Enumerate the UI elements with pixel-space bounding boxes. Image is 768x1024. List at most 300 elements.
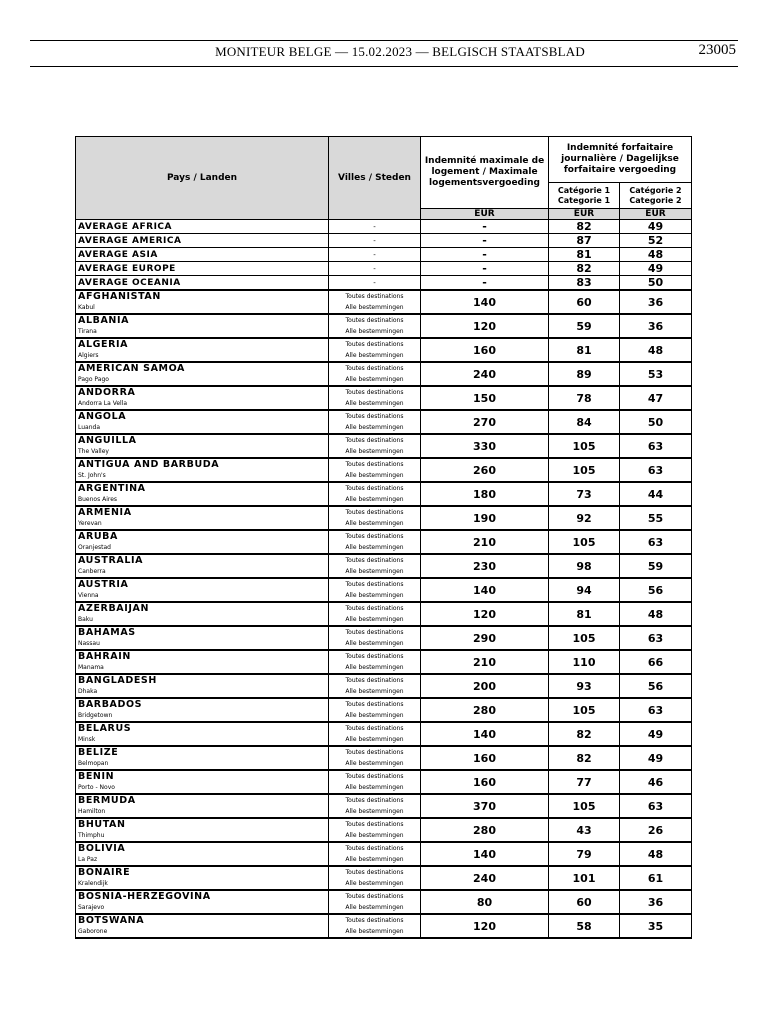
- destination-nl: Alle bestemmingen: [345, 784, 404, 791]
- category-1-value: 78: [549, 386, 620, 410]
- capital-name: Dhaka: [78, 688, 98, 695]
- destination-fr: Toutes destinations: [345, 605, 404, 612]
- country-cell: [76, 794, 329, 818]
- capital-name: Bridgetown: [78, 712, 113, 719]
- destination-cell: [329, 842, 421, 866]
- destination-nl: Alle bestemmingen: [345, 808, 404, 815]
- header-daily-allowance: Indemnité forfaitaire journalière / Dagelijkse forfaitaire vergoeding: [549, 137, 692, 183]
- average-city-placeholder: -: [329, 276, 421, 291]
- destination-fr: Toutes destinations: [345, 677, 404, 684]
- average-region-name: AVERAGE OCEANIA: [76, 276, 329, 291]
- destination-cell: [329, 770, 421, 794]
- average-row: [76, 276, 692, 291]
- destination-nl: Alle bestemmingen: [345, 424, 404, 431]
- country-cell: [76, 386, 329, 410]
- average-category-2-value: 52: [620, 234, 692, 248]
- country-row: [76, 338, 692, 362]
- destination-fr: Toutes destinations: [345, 365, 404, 372]
- country-cell: [76, 842, 329, 866]
- capital-name: Tirana: [78, 328, 97, 335]
- destination-nl: Alle bestemmingen: [345, 688, 404, 695]
- category-2-value: 63: [620, 794, 692, 818]
- destination-fr: Toutes destinations: [345, 725, 404, 732]
- category-2-value: 63: [620, 434, 692, 458]
- country-row: [76, 794, 692, 818]
- lodging-value: 160: [421, 746, 549, 770]
- allowance-table: [75, 136, 692, 939]
- destination-cell: [329, 554, 421, 578]
- category-2-value: 36: [620, 290, 692, 314]
- category-2-value: 61: [620, 866, 692, 890]
- average-row: [76, 262, 692, 276]
- country-row: [76, 554, 692, 578]
- destination-nl: Alle bestemmingen: [345, 328, 404, 335]
- category-1-value: 79: [549, 842, 620, 866]
- capital-name: The Valley: [78, 448, 109, 455]
- average-lodging-value: -: [421, 248, 549, 262]
- capital-name: Nassau: [78, 640, 100, 647]
- destination-nl: Alle bestemmingen: [345, 304, 404, 311]
- header-rule-top: [30, 40, 738, 41]
- country-cell: [76, 482, 329, 506]
- destination-cell: [329, 626, 421, 650]
- destination-fr: Toutes destinations: [345, 821, 404, 828]
- category-1-value: 73: [549, 482, 620, 506]
- category-1-value: 77: [549, 770, 620, 794]
- capital-name: Andorra La Vella: [78, 400, 128, 407]
- country-row: [76, 290, 692, 314]
- lodging-value: 240: [421, 866, 549, 890]
- destination-nl: Alle bestemmingen: [345, 856, 404, 863]
- category-2-value: 36: [620, 890, 692, 914]
- page-number: 23005: [698, 42, 736, 58]
- country-row: [76, 866, 692, 890]
- country-name: AZERBAIJAN: [78, 603, 150, 614]
- capital-name: Belmopan: [78, 760, 109, 767]
- category-1-value: 60: [549, 890, 620, 914]
- category-1-value: 93: [549, 674, 620, 698]
- destination-fr: Toutes destinations: [345, 389, 404, 396]
- country-name: ALGERIA: [78, 339, 129, 350]
- country-cell: [76, 578, 329, 602]
- lodging-value: 150: [421, 386, 549, 410]
- country-name: ANDORRA: [78, 387, 136, 398]
- header-category-1: Catégorie 1 Categorie 1: [549, 183, 620, 209]
- capital-name: Pago Pago: [78, 376, 109, 383]
- lodging-value: 290: [421, 626, 549, 650]
- country-name: AUSTRIA: [78, 579, 129, 590]
- category-2-value: 56: [620, 578, 692, 602]
- category-2-value: 49: [620, 722, 692, 746]
- category-1-value: 82: [549, 746, 620, 770]
- page-header-title: MONITEUR BELGE — 15.02.2023 — BELGISCH STAATSBLAD: [215, 44, 585, 59]
- destination-cell: [329, 602, 421, 626]
- country-row: [76, 362, 692, 386]
- country-row: [76, 890, 692, 914]
- country-name: BARBADOS: [78, 699, 143, 710]
- country-name: ARUBA: [78, 531, 118, 542]
- lodging-value: 210: [421, 650, 549, 674]
- country-name: BENIN: [78, 771, 115, 782]
- category-1-value: 105: [549, 530, 620, 554]
- capital-name: Porto - Novo: [78, 784, 115, 791]
- country-name: BANGLADESH: [78, 675, 157, 686]
- country-row: [76, 458, 692, 482]
- country-cell: [76, 602, 329, 626]
- lodging-value: 280: [421, 698, 549, 722]
- capital-name: Thimphu: [78, 832, 105, 839]
- lodging-value: 120: [421, 602, 549, 626]
- country-row: [76, 530, 692, 554]
- capital-name: Kabul: [78, 304, 95, 311]
- country-cell: [76, 698, 329, 722]
- destination-cell: [329, 482, 421, 506]
- capital-name: Kralendijk: [78, 880, 108, 887]
- destination-nl: Alle bestemmingen: [345, 544, 404, 551]
- lodging-value: 160: [421, 770, 549, 794]
- country-row: [76, 914, 692, 938]
- country-name: ANGOLA: [78, 411, 127, 422]
- category-1-value: 58: [549, 914, 620, 938]
- lodging-value: 370: [421, 794, 549, 818]
- country-name: BELIZE: [78, 747, 119, 758]
- lodging-value: 230: [421, 554, 549, 578]
- lodging-value: 120: [421, 314, 549, 338]
- category-2-value: 53: [620, 362, 692, 386]
- capital-name: Minsk: [78, 736, 96, 743]
- destination-nl: Alle bestemmingen: [345, 832, 404, 839]
- destination-fr: Toutes destinations: [345, 893, 404, 900]
- country-cell: [76, 626, 329, 650]
- destination-nl: Alle bestemmingen: [345, 472, 404, 479]
- country-name: BAHRAIN: [78, 651, 131, 662]
- country-cell: [76, 338, 329, 362]
- lodging-value: 190: [421, 506, 549, 530]
- destination-nl: Alle bestemmingen: [345, 352, 404, 359]
- category-2-value: 35: [620, 914, 692, 938]
- category-1-value: 105: [549, 794, 620, 818]
- category-2-value: 50: [620, 410, 692, 434]
- country-row: [76, 386, 692, 410]
- lodging-value: 140: [421, 290, 549, 314]
- destination-cell: [329, 890, 421, 914]
- country-cell: [76, 674, 329, 698]
- lodging-value: 140: [421, 842, 549, 866]
- lodging-value: 260: [421, 458, 549, 482]
- average-category-1-value: 82: [549, 220, 620, 234]
- country-cell: [76, 890, 329, 914]
- country-cell: [76, 722, 329, 746]
- average-row: [76, 220, 692, 234]
- country-cell: [76, 458, 329, 482]
- average-category-1-value: 82: [549, 262, 620, 276]
- destination-nl: Alle bestemmingen: [345, 736, 404, 743]
- country-cell: [76, 914, 329, 938]
- lodging-value: 120: [421, 914, 549, 938]
- destination-cell: [329, 362, 421, 386]
- header-currency-lodging: EUR: [421, 208, 549, 219]
- destination-nl: Alle bestemmingen: [345, 760, 404, 767]
- destination-fr: Toutes destinations: [345, 437, 404, 444]
- destination-cell: [329, 866, 421, 890]
- category-1-value: 105: [549, 698, 620, 722]
- country-cell: [76, 554, 329, 578]
- category-2-value: 47: [620, 386, 692, 410]
- destination-cell: [329, 410, 421, 434]
- destination-fr: Toutes destinations: [345, 629, 404, 636]
- category-2-value: 63: [620, 530, 692, 554]
- destination-cell: [329, 746, 421, 770]
- lodging-value: 160: [421, 338, 549, 362]
- category-1-value: 94: [549, 578, 620, 602]
- country-row: [76, 434, 692, 458]
- category-1-value: 89: [549, 362, 620, 386]
- country-row: [76, 602, 692, 626]
- destination-nl: Alle bestemmingen: [345, 376, 404, 383]
- destination-fr: Toutes destinations: [345, 317, 404, 324]
- lodging-value: 240: [421, 362, 549, 386]
- country-cell: [76, 410, 329, 434]
- category-1-value: 60: [549, 290, 620, 314]
- category-1-value: 105: [549, 626, 620, 650]
- destination-nl: Alle bestemmingen: [345, 400, 404, 407]
- destination-fr: Toutes destinations: [345, 485, 404, 492]
- destination-fr: Toutes destinations: [345, 797, 404, 804]
- destination-cell: [329, 530, 421, 554]
- capital-name: Yerevan: [78, 520, 102, 527]
- destination-fr: Toutes destinations: [345, 293, 404, 300]
- country-name: BERMUDA: [78, 795, 136, 806]
- country-name: AMERICAN SAMOA: [78, 363, 185, 374]
- category-2-value: 44: [620, 482, 692, 506]
- category-2-value: 66: [620, 650, 692, 674]
- lodging-value: 140: [421, 578, 549, 602]
- country-cell: [76, 362, 329, 386]
- country-name: AFGHANISTAN: [78, 291, 161, 302]
- average-region-name: AVERAGE AMERICA: [76, 234, 329, 248]
- destination-cell: [329, 458, 421, 482]
- category-2-value: 36: [620, 314, 692, 338]
- header-currency-cat1: EUR: [549, 208, 620, 219]
- header-rule-bottom: [30, 66, 738, 67]
- country-row: [76, 842, 692, 866]
- destination-cell: [329, 434, 421, 458]
- destination-fr: Toutes destinations: [345, 461, 404, 468]
- header-country: Pays / Landen: [76, 137, 329, 220]
- destination-nl: Alle bestemmingen: [345, 664, 404, 671]
- header-currency-cat2: EUR: [620, 208, 692, 219]
- country-name: BHUTAN: [78, 819, 126, 830]
- category-2-value: 59: [620, 554, 692, 578]
- table-body: [76, 220, 692, 939]
- destination-cell: [329, 674, 421, 698]
- destination-nl: Alle bestemmingen: [345, 448, 404, 455]
- country-cell: [76, 770, 329, 794]
- category-2-value: 56: [620, 674, 692, 698]
- country-cell: [76, 530, 329, 554]
- country-name: ANTIGUA AND BARBUDA: [78, 459, 220, 470]
- destination-cell: [329, 338, 421, 362]
- average-city-placeholder: -: [329, 234, 421, 248]
- destination-nl: Alle bestemmingen: [345, 712, 404, 719]
- capital-name: Manama: [78, 664, 104, 671]
- country-cell: [76, 290, 329, 314]
- country-row: [76, 314, 692, 338]
- country-row: [76, 626, 692, 650]
- capital-name: Baku: [78, 616, 93, 623]
- destination-cell: [329, 650, 421, 674]
- destination-cell: [329, 314, 421, 338]
- destination-cell: [329, 794, 421, 818]
- destination-cell: [329, 290, 421, 314]
- average-category-1-value: 87: [549, 234, 620, 248]
- destination-fr: Toutes destinations: [345, 581, 404, 588]
- header-city: Villes / Steden: [329, 137, 421, 220]
- average-city-placeholder: -: [329, 248, 421, 262]
- average-category-2-value: 49: [620, 220, 692, 234]
- country-name: ARMENIA: [78, 507, 132, 518]
- destination-fr: Toutes destinations: [345, 557, 404, 564]
- destination-nl: Alle bestemmingen: [345, 880, 404, 887]
- country-name: BOLIVIA: [78, 843, 126, 854]
- category-1-value: 110: [549, 650, 620, 674]
- country-row: [76, 482, 692, 506]
- country-name: AUSTRALIA: [78, 555, 144, 566]
- capital-name: Algiers: [78, 352, 99, 359]
- category-2-value: 63: [620, 626, 692, 650]
- capital-name: Gaborone: [78, 928, 108, 935]
- destination-nl: Alle bestemmingen: [345, 520, 404, 527]
- lodging-value: 140: [421, 722, 549, 746]
- destination-cell: [329, 578, 421, 602]
- category-1-value: 105: [549, 434, 620, 458]
- country-name: ARGENTINA: [78, 483, 146, 494]
- destination-cell: [329, 818, 421, 842]
- country-cell: [76, 818, 329, 842]
- destination-fr: Toutes destinations: [345, 413, 404, 420]
- country-row: [76, 698, 692, 722]
- capital-name: St. John's: [78, 472, 106, 479]
- category-1-value: 101: [549, 866, 620, 890]
- destination-cell: [329, 722, 421, 746]
- destination-fr: Toutes destinations: [345, 869, 404, 876]
- lodging-value: 180: [421, 482, 549, 506]
- country-row: [76, 674, 692, 698]
- category-1-value: 81: [549, 602, 620, 626]
- destination-nl: Alle bestemmingen: [345, 640, 404, 647]
- capital-name: Hamilton: [78, 808, 106, 815]
- capital-name: Canberra: [78, 568, 106, 575]
- country-name: BONAIRE: [78, 867, 131, 878]
- capital-name: Oranjestad: [78, 544, 111, 551]
- country-cell: [76, 434, 329, 458]
- country-row: [76, 722, 692, 746]
- lodging-value: 200: [421, 674, 549, 698]
- header-lodging: Indemnité maximale de logement / Maximale logementsvergoeding: [421, 137, 549, 209]
- category-2-value: 48: [620, 338, 692, 362]
- destination-cell: [329, 914, 421, 938]
- category-2-value: 49: [620, 746, 692, 770]
- country-cell: [76, 746, 329, 770]
- country-row: [76, 410, 692, 434]
- capital-name: Buenos Aires: [78, 496, 118, 503]
- category-2-value: 55: [620, 506, 692, 530]
- lodging-value: 270: [421, 410, 549, 434]
- category-2-value: 46: [620, 770, 692, 794]
- country-name: BELARUS: [78, 723, 132, 734]
- average-category-2-value: 50: [620, 276, 692, 291]
- destination-fr: Toutes destinations: [345, 701, 404, 708]
- country-row: [76, 770, 692, 794]
- category-1-value: 82: [549, 722, 620, 746]
- country-name: ALBANIA: [78, 315, 130, 326]
- country-name: ANGUILLA: [78, 435, 137, 446]
- average-category-1-value: 81: [549, 248, 620, 262]
- average-region-name: AVERAGE EUROPE: [76, 262, 329, 276]
- average-row: [76, 248, 692, 262]
- country-row: [76, 746, 692, 770]
- country-row: [76, 578, 692, 602]
- destination-fr: Toutes destinations: [345, 917, 404, 924]
- country-name: BAHAMAS: [78, 627, 136, 638]
- category-2-value: 63: [620, 698, 692, 722]
- category-1-value: 105: [549, 458, 620, 482]
- category-2-value: 48: [620, 842, 692, 866]
- average-category-2-value: 49: [620, 262, 692, 276]
- destination-fr: Toutes destinations: [345, 749, 404, 756]
- category-1-value: 43: [549, 818, 620, 842]
- destination-nl: Alle bestemmingen: [345, 496, 404, 503]
- lodging-value: 280: [421, 818, 549, 842]
- category-2-value: 63: [620, 458, 692, 482]
- country-cell: [76, 866, 329, 890]
- average-lodging-value: -: [421, 234, 549, 248]
- destination-fr: Toutes destinations: [345, 653, 404, 660]
- destination-nl: Alle bestemmingen: [345, 928, 404, 935]
- average-row: [76, 234, 692, 248]
- average-region-name: AVERAGE AFRICA: [76, 220, 329, 234]
- destination-cell: [329, 698, 421, 722]
- lodging-value: 210: [421, 530, 549, 554]
- average-region-name: AVERAGE ASIA: [76, 248, 329, 262]
- average-category-2-value: 48: [620, 248, 692, 262]
- country-row: [76, 650, 692, 674]
- destination-fr: Toutes destinations: [345, 533, 404, 540]
- category-1-value: 98: [549, 554, 620, 578]
- destination-fr: Toutes destinations: [345, 509, 404, 516]
- country-name: BOTSWANA: [78, 915, 145, 926]
- country-cell: [76, 314, 329, 338]
- destination-nl: Alle bestemmingen: [345, 616, 404, 623]
- average-lodging-value: -: [421, 262, 549, 276]
- category-1-value: 59: [549, 314, 620, 338]
- destination-fr: Toutes destinations: [345, 773, 404, 780]
- destination-nl: Alle bestemmingen: [345, 568, 404, 575]
- destination-fr: Toutes destinations: [345, 845, 404, 852]
- capital-name: La Paz: [78, 856, 98, 863]
- country-cell: [76, 506, 329, 530]
- destination-cell: [329, 506, 421, 530]
- destination-nl: Alle bestemmingen: [345, 904, 404, 911]
- category-1-value: 84: [549, 410, 620, 434]
- category-1-value: 81: [549, 338, 620, 362]
- header-category-2: Catégorie 2 Categorie 2: [620, 183, 692, 209]
- category-2-value: 48: [620, 602, 692, 626]
- capital-name: Sarajevo: [78, 904, 105, 911]
- country-name: BOSNIA-HERZEGOVINA: [78, 891, 211, 902]
- average-city-placeholder: -: [329, 262, 421, 276]
- average-category-1-value: 83: [549, 276, 620, 291]
